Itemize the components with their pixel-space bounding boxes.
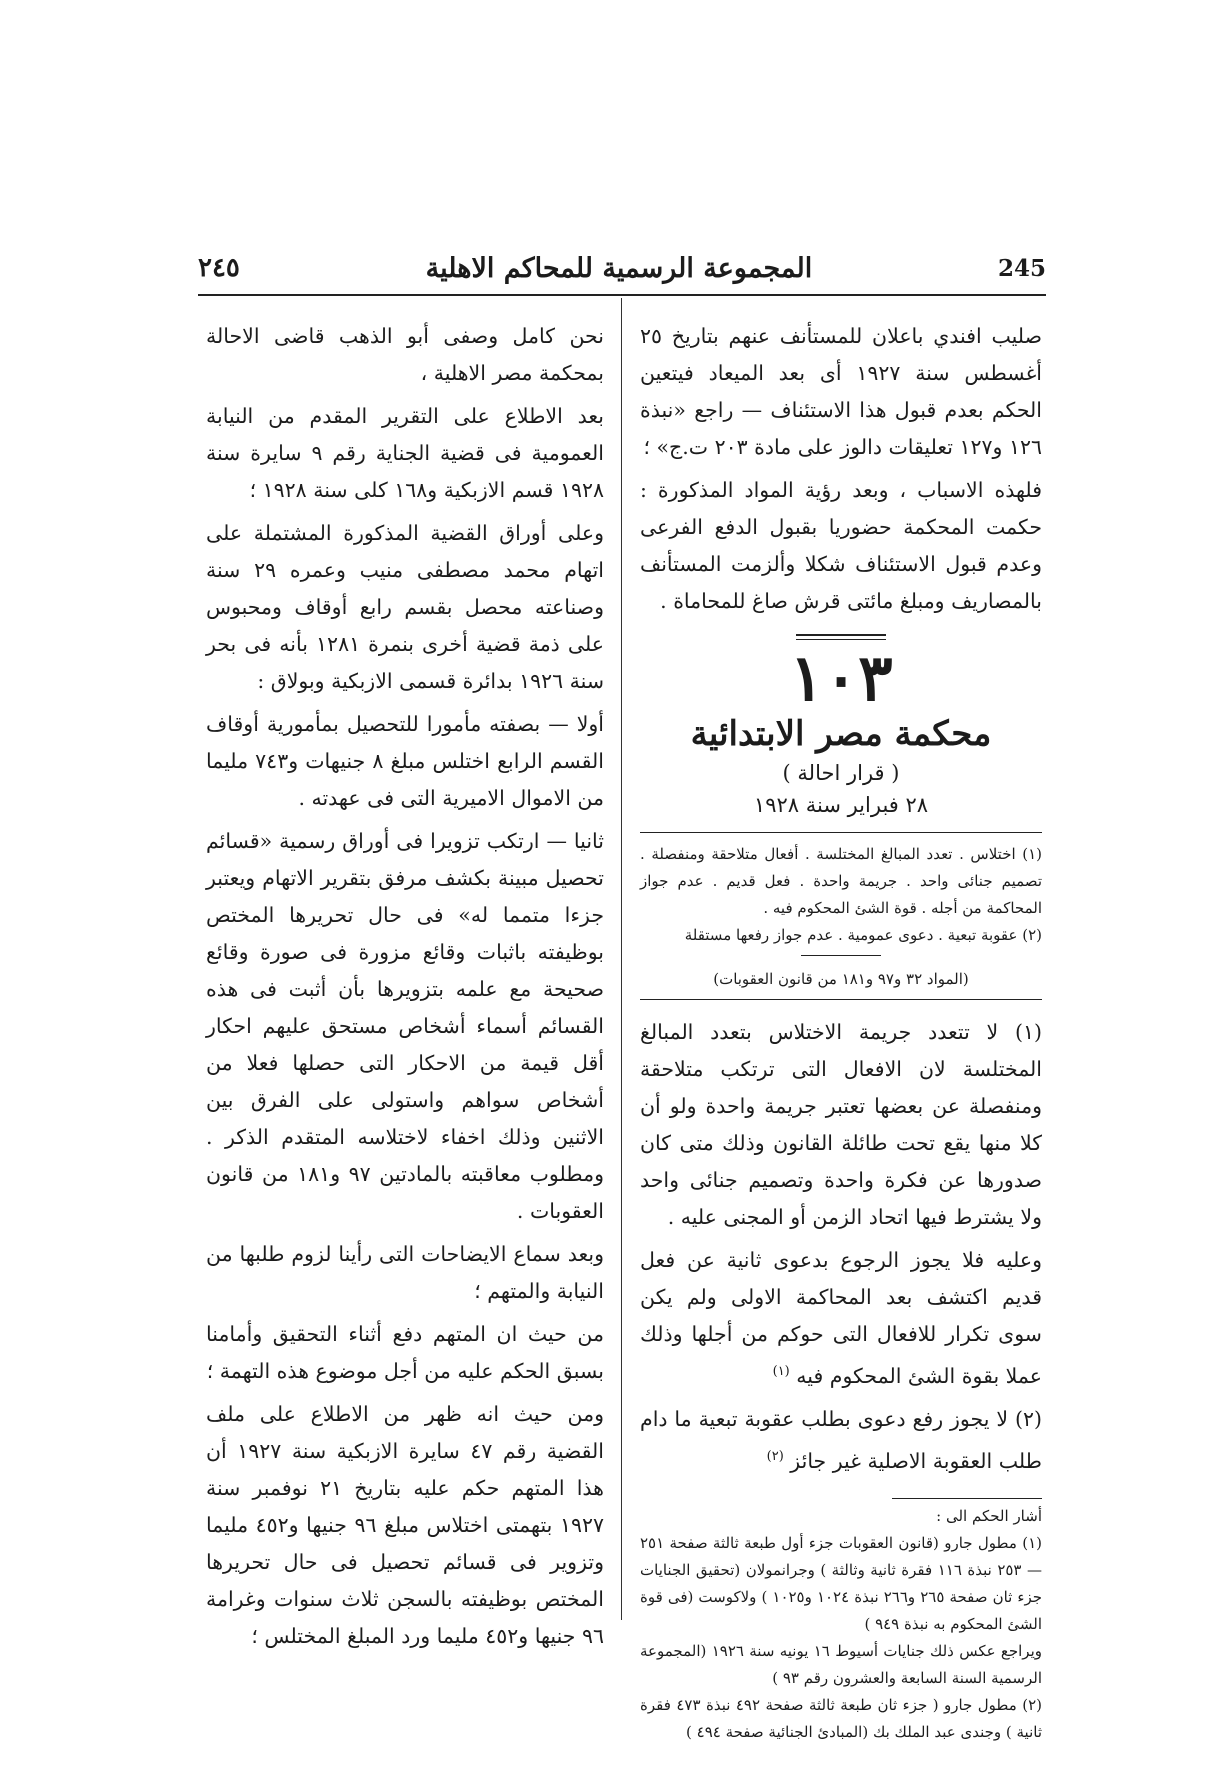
decision-type: ( قرار احالة )	[782, 761, 900, 785]
footnote-ref: (١)	[772, 1364, 790, 1379]
page-number-arabic: ٢٤٥	[198, 253, 240, 283]
footnote: (١) مطول جارو (قانون العقوبات جزء أول طبعة ثالثة صفحة ٢٥١ — ٢٥٣ نبذة ١١٦ فقرة ثانية وثالثة ) وجرانمولان (تحقيق الجنايات جزء ثان صفحة ٢٦٥ و٢٦٦ نبذة ١٠٢٤ و١٠٢٥ ) ولاكوست (فى قوة الشئ المحكوم به نبذة ٩٤٩ )	[640, 1533, 1042, 1633]
body-paragraph: من حيث ان المتهم دفع أثناء التحقيق وأمامنا بسبق الحكم عليه من أجل موضوع هذه التهمة ؛	[206, 1322, 604, 1383]
holding-paragraph: (١) لا تتعدد جريمة الاختلاس بتعدد المبالغ المختلسة لان الافعال التى ترتكب متلاحقة ومنفصلة عن بعضها تعتبر جريمة واحدة ولو أن كلا منها يقع تحت طائلة القانون وذلك متى كان صدورها عن فكرة واحدة وتصميم جنائى واحد ولا يشترط فيها اتحاد الزمن أو المجنى عليه .	[640, 1020, 1042, 1229]
page-number-latin: 245	[997, 254, 1046, 282]
footnote: أشار الحكم الى :	[936, 1506, 1042, 1525]
decision-date: ٢٨ فبراير سنة ١٩٢٨	[753, 793, 929, 817]
footnote: (٢) مطول جارو ( جزء ثان طبعة ثالثة صفحة ٤٩٢ نبذة ٤٧٣ فقرة ثانية ) وجندى عبد الملك بك (المبادئ الجنائية صفحة ٤٩٤ )	[640, 1695, 1042, 1741]
headnote: (٢) عقوبة تبعية . دعوى عمومية . عدم جواز رفعها مستقلة	[684, 926, 1042, 944]
intro-paragraph: صليب افندي باعلان للمستأنف عنهم بتاريخ ٢٥ أغسطس سنة ١٩٢٧ أى بعد الميعاد فيتعين الحكم بعدم قبول هذا الاستئناف — راجع «نبذة ١٢٦ و١٢٧ تعليقات دالوز على مادة ٢٠٣ ت.ج» ؛	[640, 324, 1042, 459]
holding-paragraph: وعليه فلا يجوز الرجوع بدعوى ثانية عن فعل قديم اكتشف بعد المحاكمة الاولى ولم يكن سوى تكرار للافعال التى حوكم من أجلها وذلك عملا بقوة الشئ المحكوم فيه $^{(١)}$	[640, 1248, 1042, 1388]
running-header	[198, 248, 1046, 288]
headnotes-block	[640, 832, 1042, 1000]
footnote-rule	[892, 1498, 1042, 1499]
body-paragraph: أولا — بصفته مأمورا للتحصيل بمأمورية أوقاف القسم الرابع اختلس مبلغ ٨ جنيهات و٧٤٣ مليما من الاموال الاميرية التى فى عهدته .	[206, 712, 604, 810]
section-separator	[796, 634, 886, 640]
header-rule	[198, 294, 1046, 296]
headnote-rule	[801, 955, 881, 956]
body-paragraph: ومن حيث انه ظهر من الاطلاع على ملف القضية رقم ٤٧ سايرة الازبكية سنة ١٩٢٧ أن هذا المتهم حكم عليه بتاريخ ٢١ نوفمبر سنة ١٩٢٧ بتهمتى اختلاس مبلغ ٩٦ جنيها و٤٥٢ مليما وتزوير فى قسائم تحصيل فى حال تحريرها المختص بوظيفته بالسجن ثلاث سنوات وغرامة ٩٦ جنيها و٤٥٢ مليما ورد المبلغ المختلس ؛	[206, 1402, 604, 1648]
left-column	[206, 318, 604, 1661]
footnote: ويراجع عكس ذلك جنايات أسيوط ١٦ يونيه سنة ١٩٢٦ (المجموعة الرسمية السنة السابعة والعشرون رقم ٩٣ )	[640, 1641, 1042, 1687]
body-paragraph: ثانيا — ارتكب تزويرا فى أوراق رسمية «قسائم تحصيل مبينة بكشف مرفق بتقرير الاتهام ويعتبر جزءا متمما له» فى حال تحريرها المختص بوظيفته باثبات وقائع مزورة فى صورة وقائع صحيحة مع علمه بتزويرها بأن أثبت فى هذه القسائم أسماء أشخاص مستحق عليهم احكار أقل قيمة من الاحكار التى حصلها فعلا من أشخاص سواهم واستولى على الفرق بين الاثنين وذلك اخفاء لاختلاسه المتقدم الذكر . ومطلوب معاقبته بالمادتين ٩٧ و١٨١ من قانون العقوبات .	[206, 829, 605, 1223]
footnotes-block	[640, 1503, 1042, 1746]
body-paragraph: بعد الاطلاع على التقرير المقدم من النيابة العمومية فى قضية الجناية رقم ٩ سايرة سنة ١٩٢٨ قسم الازبكية و١٦٨ كلى سنة ١٩٢٨ ؛	[206, 404, 604, 502]
body-paragraph: وعلى أوراق القضية المذكورة المشتملة على اتهام محمد مصطفى منيب وعمره ٢٩ سنة وصناعته محصل بقسم رابع أوقاف ومحبوس على ذمة قضية أخرى بنمرة ١٢٨١ بأنه فى بحر سنة ١٩٢٦ بدائرة قسمى الازبكية وبولاق :	[206, 521, 605, 693]
case-number: ١٠٣	[789, 641, 893, 716]
right-column	[640, 318, 1042, 1746]
court-name: محكمة مصر الابتدائية	[690, 714, 992, 754]
body-paragraph: وبعد سماع الايضاحات التى رأينا لزوم طلبها من النيابة والمتهم ؛	[206, 1242, 604, 1303]
intro-paragraph: فلهذه الاسباب ، وبعد رؤية المواد المذكورة : حكمت المحكمة حضوريا بقبول الدفع الفرعى وعدم قبول الاستئناف شكلا وألزمت المستأنف بالمصاريف ومبلغ مائتى قرش صاغ للمحاماة .	[640, 478, 1042, 613]
body-paragraph: نحن كامل وصفى أبو الذهب قاضى الاحالة بمحكمة مصر الاهلية ،	[206, 324, 604, 385]
running-title: المجموعة الرسمية للمحاكم الاهلية	[425, 252, 813, 284]
footnote-ref: (٢)	[766, 1448, 784, 1464]
column-divider	[621, 298, 622, 1620]
headnote-articles: (المواد ٣٢ و٩٧ و١٨١ من قانون العقوبات)	[713, 970, 969, 988]
headnote: (١) اختلاس . تعدد المبالغ المختلسة . أفعال متلاحقة ومنفصلة . تصميم جنائى واحد . جريمة واحدة . فعل قديم . عدم جواز المحاكمة من أجله . قوة الشئ المحكوم فيه .	[640, 845, 1042, 917]
holding-paragraph: (٢) لا يجوز رفع دعوى بطلب عقوبة تبعية ما دام طلب العقوبة الاصلية غير جائز $^{(٢)}$	[640, 1406, 1042, 1473]
